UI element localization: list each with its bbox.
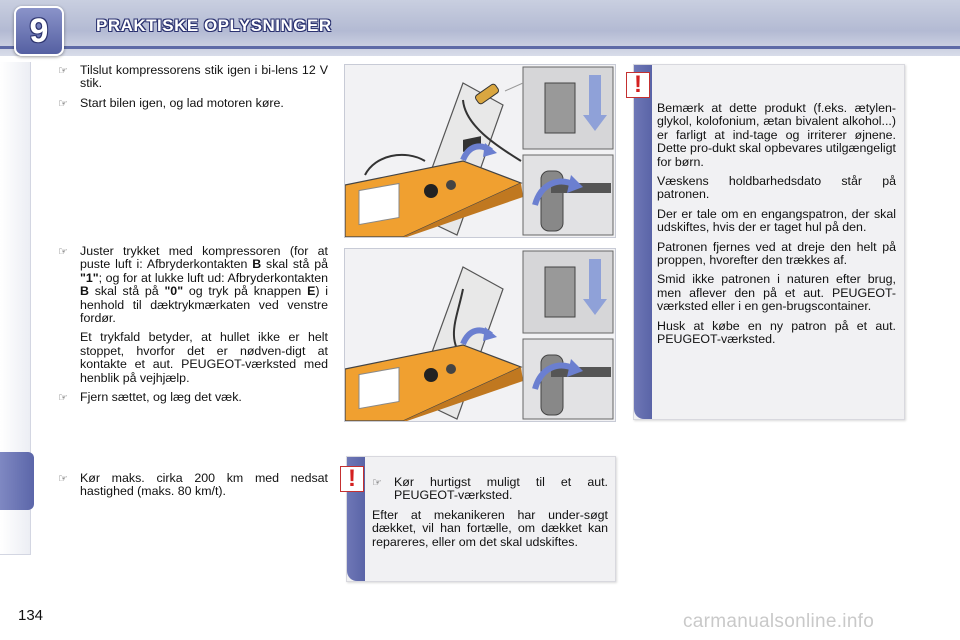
pointing-hand-icon: ☞ [58,65,68,77]
chapter-tab[interactable] [0,238,31,283]
chapter-tab[interactable] [0,326,31,371]
instructions-block-3 [58,472,328,505]
warning-bar [634,65,652,419]
page-title: PRAKTISKE OPLYSNINGER [96,16,332,35]
instructions-block-2 [58,245,328,411]
chapter-tab-rail [0,62,34,580]
page-number: 134 [18,607,44,624]
warning-icon: ! [340,466,364,492]
chapter-tab-active[interactable] [0,452,34,510]
list-item: ☞ Start bilen igen, og lad motoren køre. [58,95,284,110]
compressor-illustration-2 [344,248,616,422]
list-item [58,245,328,325]
header-divider [0,46,960,49]
list-item: ☞ Fjern sættet, og læg det væk. [58,390,242,405]
pointing-hand-icon: ☞ [58,392,68,405]
warning-text-sealant: Bemærk at dette produkt (f.eks. ætylen-glykol, kolofonium, ætan bivalent alkohol...) er farligt at ind-tage og irriterer øjnene. Dette pro-dukt skal opbevares utilgængeligt for børn. Væskens holdbarhedsdato står på patronen. Der er tale om en engangspatron, der skal udskiftes, hvis der er taget hul på den. Patronen fjernes ved at dreje den helt på proppen, hvorefter den trækkes af. Smid ikke patronen i naturen efter brug, men aflever den på et aut. PEUGEOT-værksted eller i en gen-brugscontainer. Husk at købe en ny patron på et aut. PEUGEOT-værksted. [657,101,896,347]
pointing-hand-icon: ☞ [372,477,382,489]
compressor-illustration-1 [344,64,616,238]
pointing-hand-icon: ☞ [58,97,68,110]
chapter-tab[interactable] [0,150,31,195]
watermark: carmanualsonline.info [683,611,875,632]
warning-text-workshop: ☞ Kør hurtigst muligt til et aut. PEUGEOT-værksted. Efter at mekanikeren har under-søgt dækket, vil han fortælle, om dækket kan repareres, eller om det skal udskiftes. [372,475,608,549]
list-item: ☞ Kør maks. cirka 200 km med nedsat hastighed (maks. 80 km/t). [58,471,328,499]
chapter-tab[interactable] [0,370,31,415]
warning-icon: ! [626,72,650,98]
list-item: ☞ Tilslut kompressorens stik igen i bi-lens 12 V stik. [58,63,328,91]
list-item: ☞ Kør hurtigst muligt til et aut. PEUGEOT-værksted. [372,475,608,503]
chapter-tab[interactable] [0,282,31,327]
chapter-tab[interactable] [0,194,31,239]
adjust-pressure-text: Juster trykket med kompressoren (for at puste luft i: Afbryderkontakten B skal stå på "1"; og for at lukke luft ud: Afbryderkontakten B skal stå på "0" og tryk på knappen E) i henhold til dæktrykmærkaten ved venstre fordør. [80,244,328,326]
chapter-badge [14,6,64,56]
pressure-drop-note: Et trykfald betyder, at hullet ikke er helt stoppet, hvorfor det er nødven-digt at kontakte et aut. PEUGEOT-værksted med henblik på vejhjælp. [80,330,328,385]
chapter-number: 9 [29,11,49,50]
chapter-tab[interactable] [0,62,31,107]
pointing-hand-icon: ☞ [58,473,68,485]
instructions-block-1 [58,64,328,117]
chapter-tab[interactable] [0,510,31,555]
chapter-tab[interactable] [0,106,31,151]
pointing-hand-icon: ☞ [58,246,68,258]
